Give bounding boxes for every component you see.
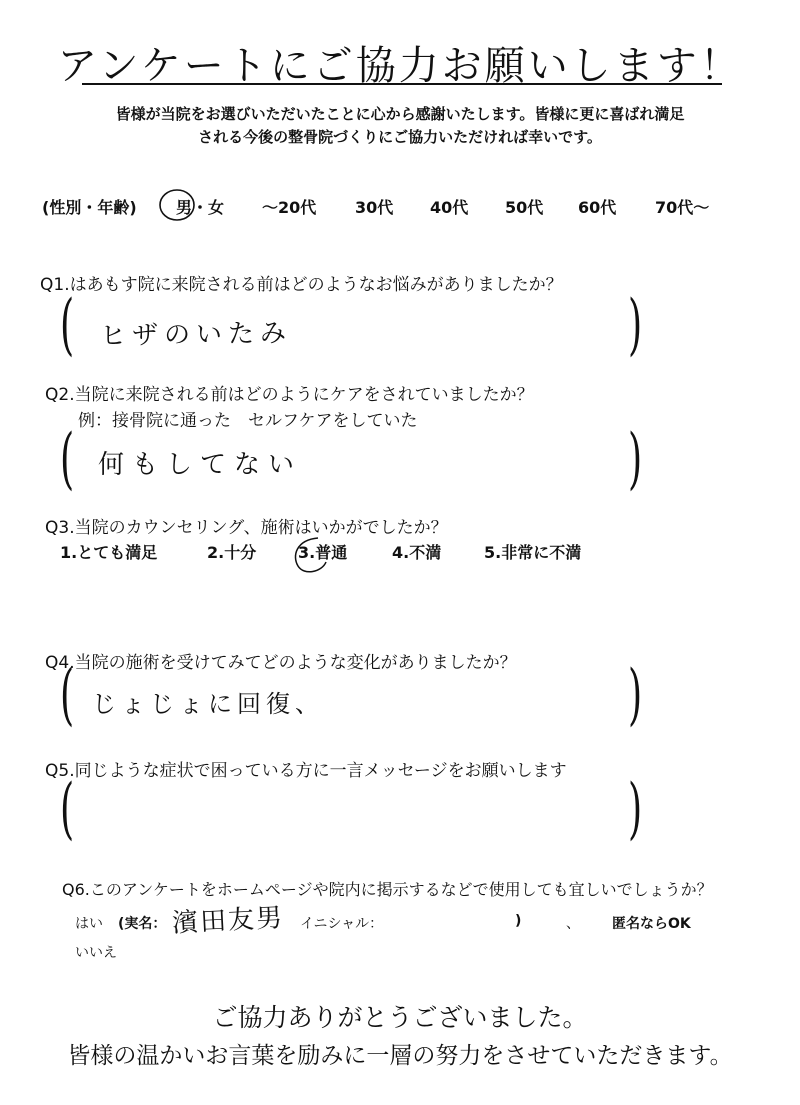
age-option-under20[interactable]: 〜20代 bbox=[262, 198, 317, 217]
q2-open-paren: ( bbox=[60, 420, 75, 497]
q6-close-paren: ) bbox=[515, 913, 522, 929]
q3-question: Q3.当院のカウンセリング、施術はいかがでしたか？ bbox=[45, 518, 448, 538]
q1-open-paren: ( bbox=[60, 286, 75, 363]
q6-comma: 、 bbox=[566, 916, 580, 932]
q2-handwritten-answer[interactable]: 何もしてない bbox=[98, 450, 303, 480]
age-option-60s[interactable]: 60代 bbox=[578, 198, 617, 217]
q1-handwritten-answer[interactable]: ヒザのいたみ bbox=[99, 318, 293, 352]
q5-close-paren: ) bbox=[628, 770, 643, 847]
q6-question: Q6.このアンケートをホームページや院内に掲示するなどで使用しても宜しいでしょうか？ bbox=[62, 880, 713, 899]
age-option-30s[interactable]: 30代 bbox=[355, 198, 394, 217]
q3-option-2[interactable]: 2.十分 bbox=[207, 543, 257, 562]
q6-yes[interactable]: はい bbox=[75, 916, 103, 932]
intro-line-2: される今後の整骨院づくりにご協力いただければ幸いです。 bbox=[198, 128, 602, 146]
q1-question: Q1.はあもす院に来院される前はどのようなお悩みがありましたか？ bbox=[40, 275, 563, 295]
q4-question: Q4.当院の施術を受けてみてどのような変化がありましたか？ bbox=[45, 653, 517, 673]
q2-close-paren: ) bbox=[628, 420, 643, 497]
closing-line-2: 皆様の温かいお言葉を励みに一層の努力をさせていただきます。 bbox=[67, 1043, 733, 1069]
q6-initials-label: イニシャル： bbox=[300, 916, 384, 932]
q4-close-paren: ) bbox=[628, 656, 643, 733]
q3-option-4[interactable]: 4.不満 bbox=[392, 543, 442, 562]
intro-line-1: 皆様が当院をお選びいただいたことに心から感謝いたします。皆様に更に喜ばれ満足 bbox=[115, 105, 685, 123]
age-option-50s[interactable]: 50代 bbox=[505, 198, 544, 217]
q3-selection-mark bbox=[295, 538, 326, 572]
q5-question: Q5.同じような症状で困っている方に一言メッセージをお願いします bbox=[45, 761, 567, 781]
q3-option-1[interactable]: 1.とても満足 bbox=[60, 543, 158, 562]
age-option-70s-plus[interactable]: 70代〜 bbox=[655, 198, 710, 217]
q1-close-paren: ) bbox=[628, 286, 643, 363]
q6-no[interactable]: いいえ bbox=[75, 945, 117, 961]
closing-line-1: ご協力ありがとうございました。 bbox=[212, 1003, 588, 1032]
q4-handwritten-answer[interactable]: じょじょに回復、 bbox=[92, 690, 324, 718]
gender-options[interactable]: 男・女 bbox=[176, 198, 225, 217]
q6-real-name-label: (実名： bbox=[118, 916, 167, 932]
age-option-40s[interactable]: 40代 bbox=[430, 198, 469, 217]
q5-open-paren: ( bbox=[60, 770, 75, 847]
q6-anon-ok[interactable]: 匿名ならOK bbox=[612, 916, 691, 932]
q2-question: Q2.当院に来院される前はどのようにケアをされていましたか？ bbox=[45, 385, 534, 405]
gender-selection-circle bbox=[160, 190, 194, 220]
q4-open-paren: ( bbox=[60, 656, 75, 733]
q3-option-5[interactable]: 5.非常に不満 bbox=[484, 543, 582, 562]
demographics-label: (性別・年齢) bbox=[42, 198, 137, 217]
q2-example: 例：接骨院に通った セルフケアをしていた bbox=[78, 411, 418, 431]
page-title: アンケートにご協力お願いします！ bbox=[57, 43, 743, 89]
q3-option-3[interactable]: 3.普通 bbox=[298, 543, 348, 562]
q6-real-name-handwritten[interactable]: 濱田友男 bbox=[171, 903, 285, 939]
